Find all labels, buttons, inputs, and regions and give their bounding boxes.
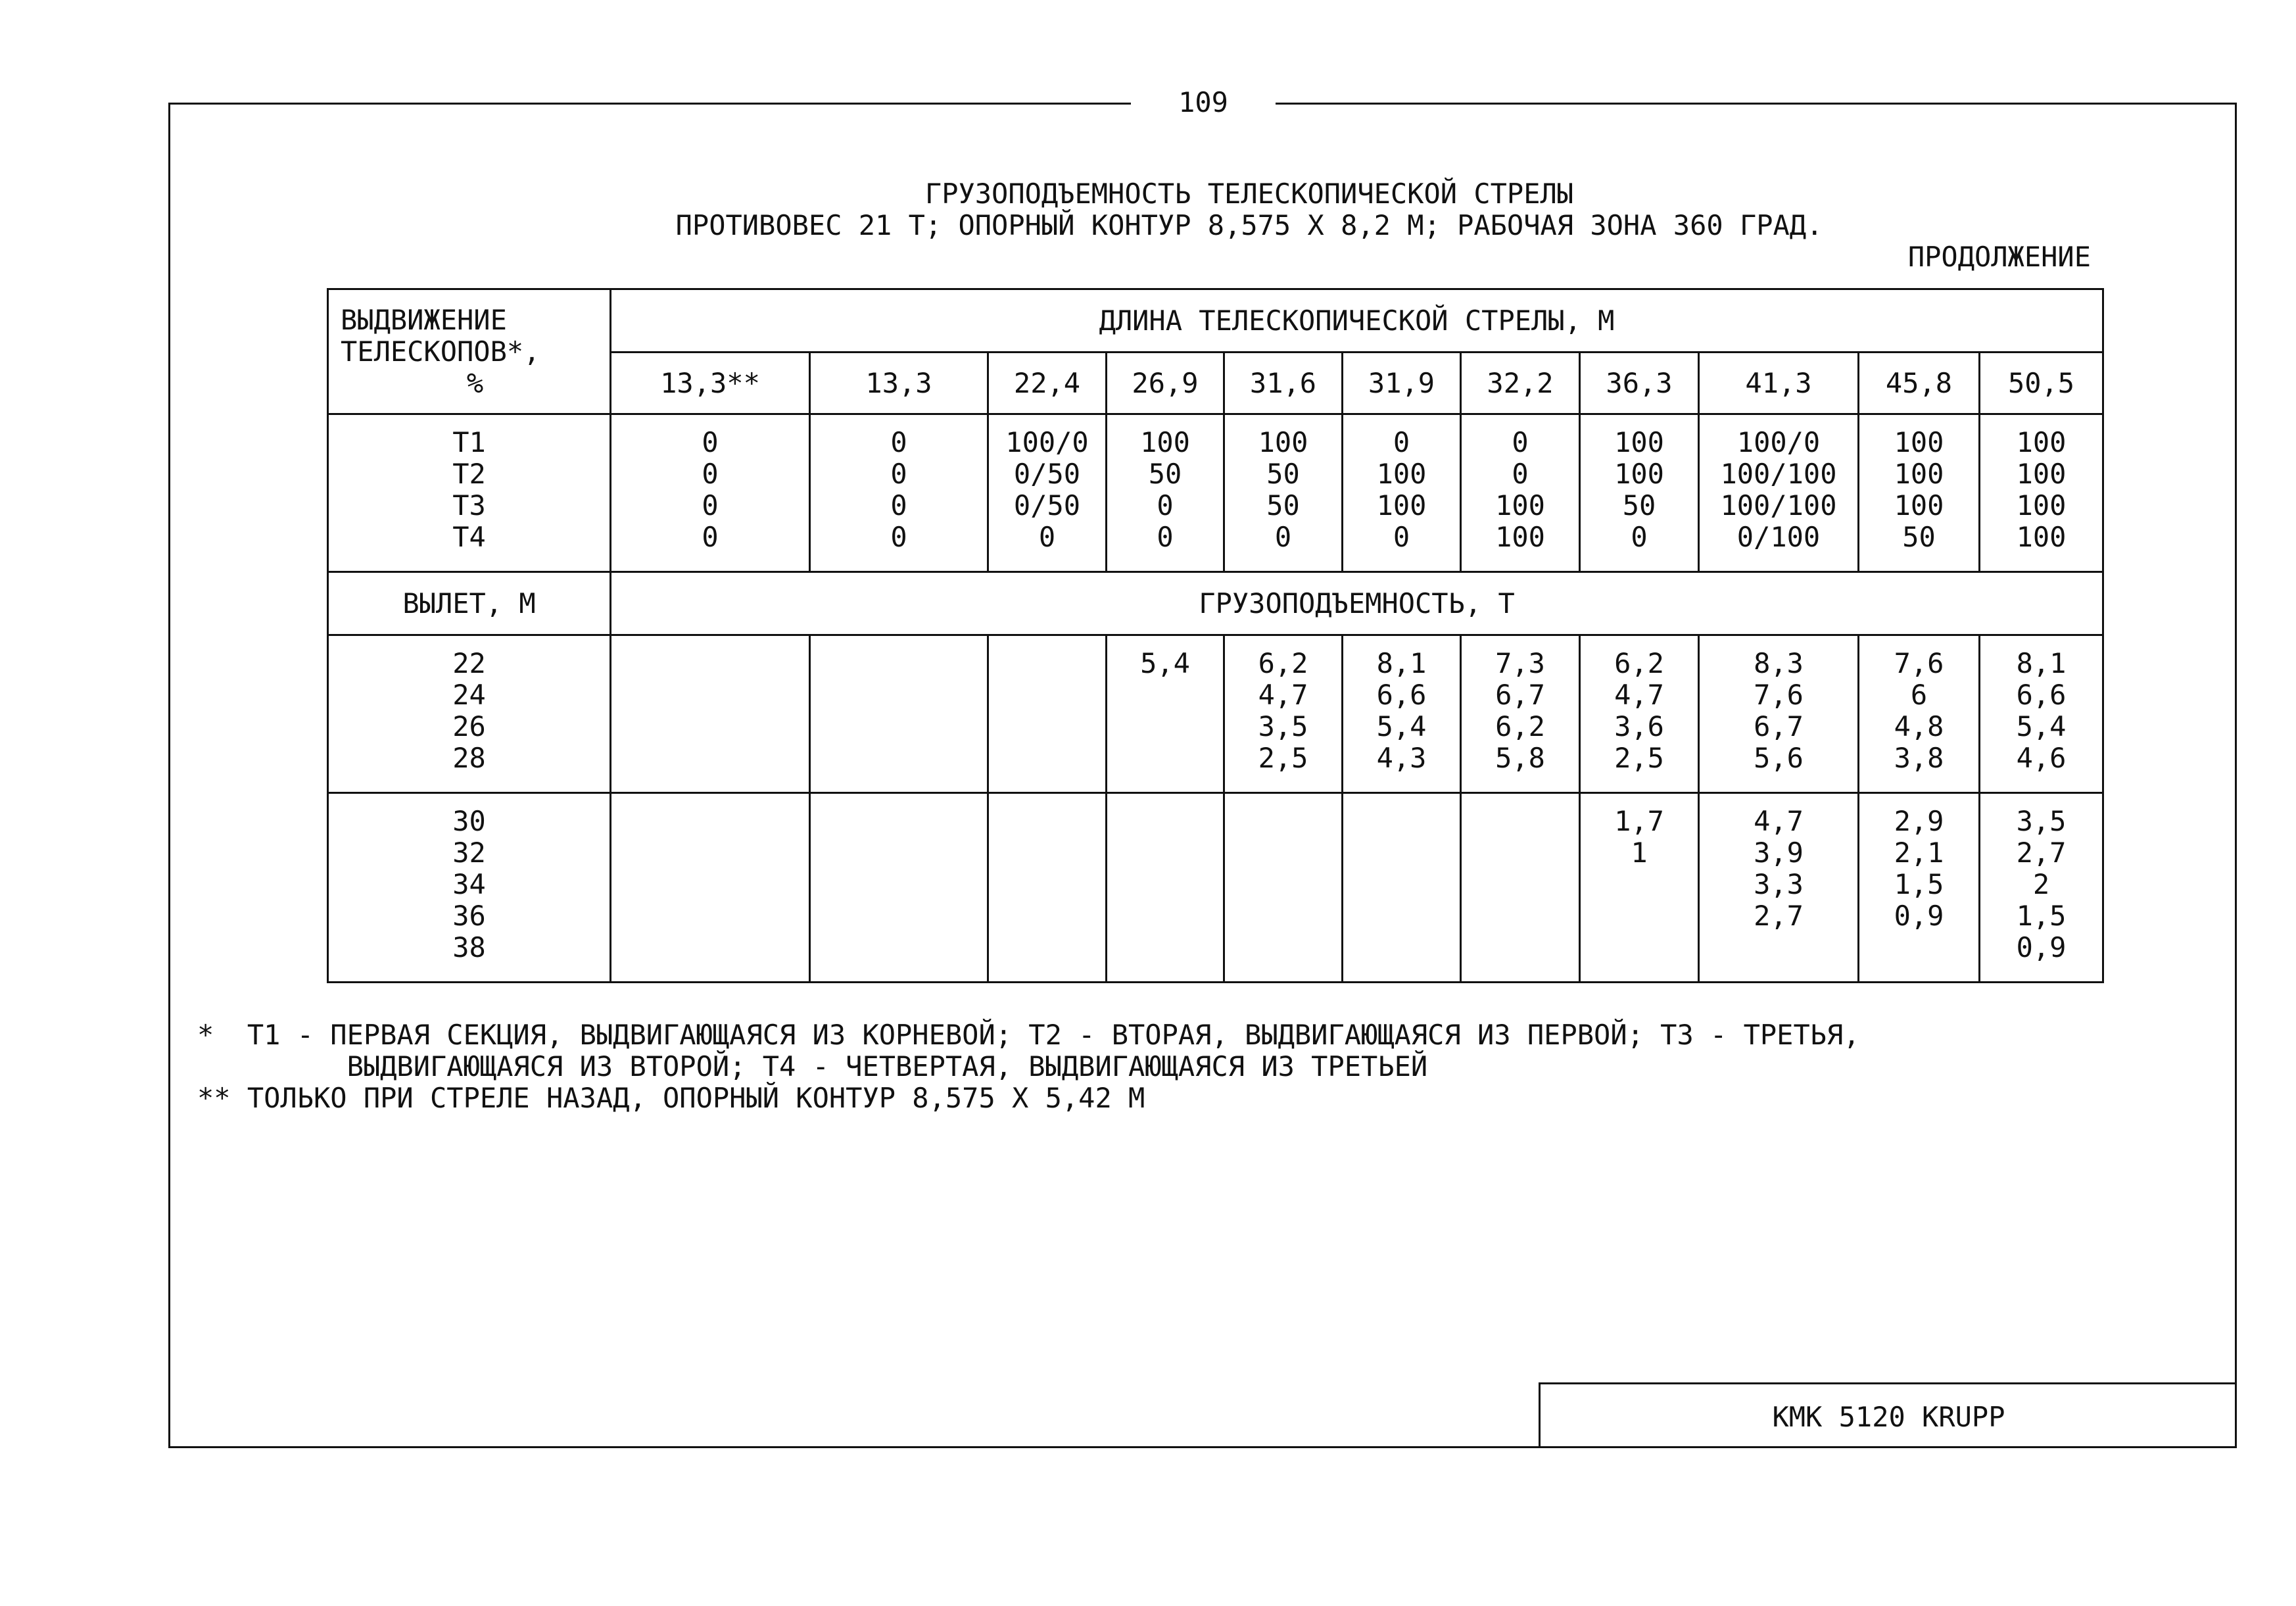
capacity-value bbox=[1343, 869, 1460, 900]
extension-value: 0 bbox=[1631, 521, 1648, 553]
capacity-value bbox=[1107, 711, 1223, 742]
capacity-value: 3,9 bbox=[1754, 837, 1804, 869]
capacity-value: 2,7 bbox=[2016, 837, 2067, 869]
boom-length-value: 31,6 bbox=[1224, 353, 1343, 414]
boom-length-value: 13,3 bbox=[810, 353, 988, 414]
capacity-value: 2 bbox=[2032, 868, 2050, 900]
capacity-value bbox=[1462, 806, 1579, 837]
boom-length-value: 13,3** bbox=[611, 353, 810, 414]
capacity-value bbox=[1581, 932, 1698, 963]
extension-value: 0 bbox=[890, 521, 907, 553]
capacity-value: 5,4 bbox=[1376, 710, 1427, 742]
capacity-value bbox=[1225, 806, 1341, 837]
extension-value: 100/0 bbox=[1736, 426, 1821, 458]
capacity-value bbox=[1462, 932, 1579, 963]
capacity-column bbox=[1699, 793, 1859, 983]
extension-value: 100 bbox=[1894, 426, 1944, 458]
capacity-value bbox=[611, 679, 809, 711]
footnote-2: ** ТОЛЬКО ПРИ СТРЕЛЕ НАЗАД, ОПОРНЫЙ КОНТУР 8,575 Х 5,42 М bbox=[197, 1082, 1145, 1114]
capacity-value bbox=[811, 742, 987, 774]
extension-value: 0 bbox=[890, 458, 907, 490]
capacity-value: 1 bbox=[1631, 837, 1648, 869]
radius-value: 34 bbox=[452, 868, 486, 900]
capacity-value bbox=[611, 648, 809, 679]
extension-value: 100 bbox=[1376, 458, 1427, 490]
page-number: 109 bbox=[1131, 84, 1276, 121]
extension-value: 0 bbox=[1157, 489, 1174, 522]
extension-value: 100 bbox=[2016, 426, 2067, 458]
extension-value: 0 bbox=[702, 458, 719, 490]
load-chart-table bbox=[327, 288, 2104, 983]
capacity-header: ГРУЗОПОДЪЕМНОСТЬ, Т bbox=[611, 572, 2103, 635]
boom-length-value: 31,9 bbox=[1343, 353, 1461, 414]
capacity-value bbox=[1343, 900, 1460, 932]
capacity-value: 4,7 bbox=[1754, 805, 1804, 837]
capacity-value bbox=[1225, 932, 1341, 963]
title-block-stamp: КМК 5120 KRUPP bbox=[1539, 1382, 2237, 1448]
capacity-value bbox=[989, 837, 1105, 869]
capacity-value bbox=[611, 869, 809, 900]
boom-length-value: 50,5 bbox=[1980, 353, 2103, 414]
extension-value: 100 bbox=[1614, 458, 1664, 490]
radius-value: 38 bbox=[452, 931, 486, 963]
capacity-column bbox=[1699, 635, 1859, 793]
extension-header-line1: ВЫДВИЖЕНИЕ bbox=[341, 303, 507, 336]
capacity-value: 6,6 bbox=[2016, 679, 2067, 711]
capacity-value bbox=[611, 742, 809, 774]
capacity-value: 4,8 bbox=[1894, 710, 1944, 742]
extension-value: 100/100 bbox=[1720, 489, 1837, 522]
telescope-label: Т4 bbox=[452, 521, 486, 553]
capacity-column bbox=[1461, 793, 1580, 983]
radius-value: 36 bbox=[452, 900, 486, 932]
document-title: ГРУЗОПОДЪЕМНОСТЬ ТЕЛЕСКОПИЧЕСКОЙ СТРЕЛЫ bbox=[924, 178, 1574, 210]
capacity-value: 6,2 bbox=[1614, 647, 1664, 679]
capacity-value bbox=[811, 679, 987, 711]
capacity-value: 2,7 bbox=[1754, 900, 1804, 932]
capacity-value bbox=[1343, 932, 1460, 963]
capacity-value: 2,5 bbox=[1614, 742, 1664, 774]
capacity-value: 3,3 bbox=[1754, 868, 1804, 900]
extension-value: 100 bbox=[1495, 489, 1545, 522]
capacity-column bbox=[1224, 793, 1343, 983]
extension-value: 0 bbox=[1274, 521, 1292, 553]
radius-value: 32 bbox=[452, 837, 486, 869]
capacity-value bbox=[1343, 806, 1460, 837]
capacity-value: 8,3 bbox=[1754, 647, 1804, 679]
extension-value: 0 bbox=[1393, 521, 1410, 553]
capacity-value bbox=[611, 837, 809, 869]
capacity-column bbox=[1580, 793, 1699, 983]
extension-value: 50 bbox=[1902, 521, 1936, 553]
radius-value: 30 bbox=[452, 805, 486, 837]
extension-column bbox=[1224, 414, 1343, 572]
capacity-value: 2,5 bbox=[1258, 742, 1308, 774]
capacity-column bbox=[1859, 635, 1980, 793]
capacity-value: 4,3 bbox=[1376, 742, 1427, 774]
extension-column bbox=[611, 414, 810, 572]
boom-length-value: 26,9 bbox=[1107, 353, 1224, 414]
capacity-value bbox=[1859, 932, 1978, 963]
radius-value: 22 bbox=[452, 647, 486, 679]
capacity-value: 6,2 bbox=[1258, 647, 1308, 679]
capacity-value bbox=[1107, 869, 1223, 900]
extension-value: 0 bbox=[1512, 458, 1529, 490]
extension-column bbox=[1699, 414, 1859, 572]
telescopes-label-cell bbox=[328, 414, 611, 572]
capacity-value bbox=[989, 711, 1105, 742]
capacity-value bbox=[811, 806, 987, 837]
capacity-value bbox=[1107, 932, 1223, 963]
capacity-value: 1,7 bbox=[1614, 805, 1664, 837]
extension-values-row bbox=[328, 414, 2103, 572]
capacity-value bbox=[811, 711, 987, 742]
capacity-value bbox=[1462, 869, 1579, 900]
capacity-column bbox=[1580, 635, 1699, 793]
capacity-value bbox=[989, 806, 1105, 837]
extension-value: 100 bbox=[2016, 521, 2067, 553]
extension-value: 0 bbox=[890, 489, 907, 522]
extension-value: 100 bbox=[2016, 489, 2067, 522]
boom-length-value: 22,4 bbox=[988, 353, 1107, 414]
capacity-value: 6 bbox=[1910, 679, 1928, 711]
capacity-column bbox=[1343, 793, 1461, 983]
extension-column bbox=[810, 414, 988, 572]
extension-column bbox=[1580, 414, 1699, 572]
capacity-value bbox=[811, 837, 987, 869]
capacity-value: 2,9 bbox=[1894, 805, 1944, 837]
boom-length-value: 45,8 bbox=[1859, 353, 1980, 414]
extension-value: 100 bbox=[1894, 489, 1944, 522]
capacity-column bbox=[1461, 635, 1580, 793]
capacity-column bbox=[611, 635, 810, 793]
capacity-value: 8,1 bbox=[1376, 647, 1427, 679]
document-subtitle: ПРОТИВОВЕС 21 Т; ОПОРНЫЙ КОНТУР 8,575 Х 8,2 М; РАБОЧАЯ ЗОНА 360 ГРАД. bbox=[675, 209, 1823, 241]
capacity-value bbox=[1225, 900, 1341, 932]
extension-value: 50 bbox=[1266, 458, 1300, 490]
capacity-value: 0,9 bbox=[1894, 900, 1944, 932]
extension-value: 0/50 bbox=[1013, 489, 1081, 522]
capacity-value bbox=[811, 900, 987, 932]
extension-header-line2: ТЕЛЕСКОПОВ*, bbox=[341, 335, 540, 368]
capacity-column bbox=[1224, 635, 1343, 793]
boom-length-header: ДЛИНА ТЕЛЕСКОПИЧЕСКОЙ СТРЕЛЫ, М bbox=[611, 289, 2103, 353]
extension-column bbox=[1980, 414, 2103, 572]
capacity-value: 3,5 bbox=[2016, 805, 2067, 837]
capacity-value bbox=[1107, 679, 1223, 711]
footnote-1-line1: * Т1 - ПЕРВАЯ СЕКЦИЯ, ВЫДВИГАЮЩАЯСЯ ИЗ КОРНЕВОЙ; Т2 - ВТОРАЯ, ВЫДВИГАЮЩАЯСЯ ИЗ ПЕРВОЙ; Т3 - ТРЕТЬЯ, bbox=[197, 1019, 1860, 1051]
capacity-value bbox=[1462, 900, 1579, 932]
capacity-value: 4,7 bbox=[1614, 679, 1664, 711]
extension-column bbox=[988, 414, 1107, 572]
extension-value: 0 bbox=[1393, 426, 1410, 458]
radius-header: ВЫЛЕТ, М bbox=[328, 572, 611, 635]
extension-column bbox=[1343, 414, 1461, 572]
extension-value: 50 bbox=[1148, 458, 1182, 490]
capacity-value: 5,6 bbox=[1754, 742, 1804, 774]
extension-header-cell bbox=[328, 289, 611, 414]
boom-length-value: 36,3 bbox=[1580, 353, 1699, 414]
capacity-column bbox=[611, 793, 810, 983]
capacity-value bbox=[1107, 900, 1223, 932]
extension-value: 0 bbox=[702, 521, 719, 553]
capacity-column bbox=[988, 793, 1107, 983]
capacity-column bbox=[1343, 635, 1461, 793]
radius-value: 24 bbox=[452, 679, 486, 711]
extension-value: 100/0 bbox=[1005, 426, 1089, 458]
capacity-value: 5,4 bbox=[1140, 647, 1190, 679]
capacity-block1-row bbox=[328, 635, 2103, 793]
capacity-value: 5,8 bbox=[1495, 742, 1545, 774]
extension-value: 0 bbox=[1512, 426, 1529, 458]
capacity-value: 6,2 bbox=[1495, 710, 1545, 742]
capacity-value bbox=[811, 869, 987, 900]
capacity-value: 1,5 bbox=[2016, 900, 2067, 932]
capacity-value: 8,1 bbox=[2016, 647, 2067, 679]
radius-value: 28 bbox=[452, 742, 486, 774]
extension-value: 0 bbox=[1157, 521, 1174, 553]
capacity-value bbox=[1581, 900, 1698, 932]
capacity-value bbox=[611, 711, 809, 742]
capacity-value bbox=[1225, 837, 1341, 869]
capacity-column bbox=[1980, 793, 2103, 983]
extension-value: 0 bbox=[890, 426, 907, 458]
extension-value: 100 bbox=[2016, 458, 2067, 490]
capacity-value bbox=[1343, 837, 1460, 869]
extension-header-line3: % bbox=[466, 366, 484, 399]
capacity-value: 7,3 bbox=[1495, 647, 1545, 679]
extension-value: 100 bbox=[1140, 426, 1190, 458]
extension-value: 100/100 bbox=[1720, 458, 1837, 490]
capacity-value bbox=[1107, 837, 1223, 869]
radii-block1-cell bbox=[328, 635, 611, 793]
extension-value: 100 bbox=[1614, 426, 1664, 458]
capacity-value bbox=[1581, 869, 1698, 900]
capacity-value bbox=[811, 648, 987, 679]
extension-value: 0 bbox=[1038, 521, 1056, 553]
capacity-value: 2,1 bbox=[1894, 837, 1944, 869]
capacity-value: 0,9 bbox=[2016, 931, 2067, 963]
capacity-value bbox=[1700, 932, 1857, 963]
extension-value: 0/50 bbox=[1013, 458, 1081, 490]
extension-value: 100 bbox=[1495, 521, 1545, 553]
extension-value: 0 bbox=[702, 426, 719, 458]
continuation-label: ПРОДОЛЖЕНИЕ bbox=[1907, 241, 2091, 273]
extension-value: 100 bbox=[1894, 458, 1944, 490]
telescope-label: Т2 bbox=[452, 458, 486, 490]
capacity-value: 1,5 bbox=[1894, 868, 1944, 900]
capacity-value bbox=[611, 806, 809, 837]
capacity-value bbox=[989, 742, 1105, 774]
radius-value: 26 bbox=[452, 710, 486, 742]
capacity-column bbox=[1980, 635, 2103, 793]
capacity-value bbox=[1462, 837, 1579, 869]
capacity-value: 3,6 bbox=[1614, 710, 1664, 742]
telescope-label: Т3 bbox=[452, 489, 486, 522]
capacity-value: 6,7 bbox=[1754, 710, 1804, 742]
capacity-value: 7,6 bbox=[1754, 679, 1804, 711]
capacity-value: 6,6 bbox=[1376, 679, 1427, 711]
telescope-label: Т1 bbox=[452, 426, 486, 458]
capacity-value: 4,6 bbox=[2016, 742, 2067, 774]
capacity-value bbox=[989, 869, 1105, 900]
boom-length-value: 32,2 bbox=[1461, 353, 1580, 414]
capacity-value bbox=[989, 900, 1105, 932]
capacity-value bbox=[811, 932, 987, 963]
capacity-value: 4,7 bbox=[1258, 679, 1308, 711]
capacity-block2-row bbox=[328, 793, 2103, 983]
capacity-column bbox=[810, 635, 988, 793]
capacity-column bbox=[988, 635, 1107, 793]
extension-column bbox=[1859, 414, 1980, 572]
capacity-value bbox=[1107, 742, 1223, 774]
capacity-column bbox=[1107, 793, 1224, 983]
capacity-value bbox=[1225, 869, 1341, 900]
capacity-value: 3,5 bbox=[1258, 710, 1308, 742]
extension-value: 100 bbox=[1258, 426, 1308, 458]
capacity-value bbox=[989, 648, 1105, 679]
extension-value: 50 bbox=[1266, 489, 1300, 522]
extension-value: 50 bbox=[1622, 489, 1656, 522]
capacity-value: 6,7 bbox=[1495, 679, 1545, 711]
capacity-value: 3,8 bbox=[1894, 742, 1944, 774]
capacity-column bbox=[1107, 635, 1224, 793]
extension-column bbox=[1461, 414, 1580, 572]
capacity-column bbox=[810, 793, 988, 983]
footnote-1-line2: ВЫДВИГАЮЩАЯСЯ ИЗ ВТОРОЙ; Т4 - ЧЕТВЕРТАЯ, ВЫДВИГАЮЩАЯСЯ ИЗ ТРЕТЬЕЙ bbox=[197, 1050, 1428, 1083]
capacity-value: 5,4 bbox=[2016, 710, 2067, 742]
extension-value: 0/100 bbox=[1736, 521, 1821, 553]
extension-column bbox=[1107, 414, 1224, 572]
boom-length-value: 41,3 bbox=[1699, 353, 1859, 414]
extension-value: 100 bbox=[1376, 489, 1427, 522]
capacity-value bbox=[989, 932, 1105, 963]
capacity-value bbox=[989, 679, 1105, 711]
radii-block2-cell bbox=[328, 793, 611, 983]
capacity-value bbox=[611, 932, 809, 963]
footnotes bbox=[197, 1019, 2236, 1114]
capacity-column bbox=[1859, 793, 1980, 983]
capacity-value bbox=[611, 900, 809, 932]
extension-value: 0 bbox=[702, 489, 719, 522]
capacity-value: 7,6 bbox=[1894, 647, 1944, 679]
capacity-value bbox=[1107, 806, 1223, 837]
